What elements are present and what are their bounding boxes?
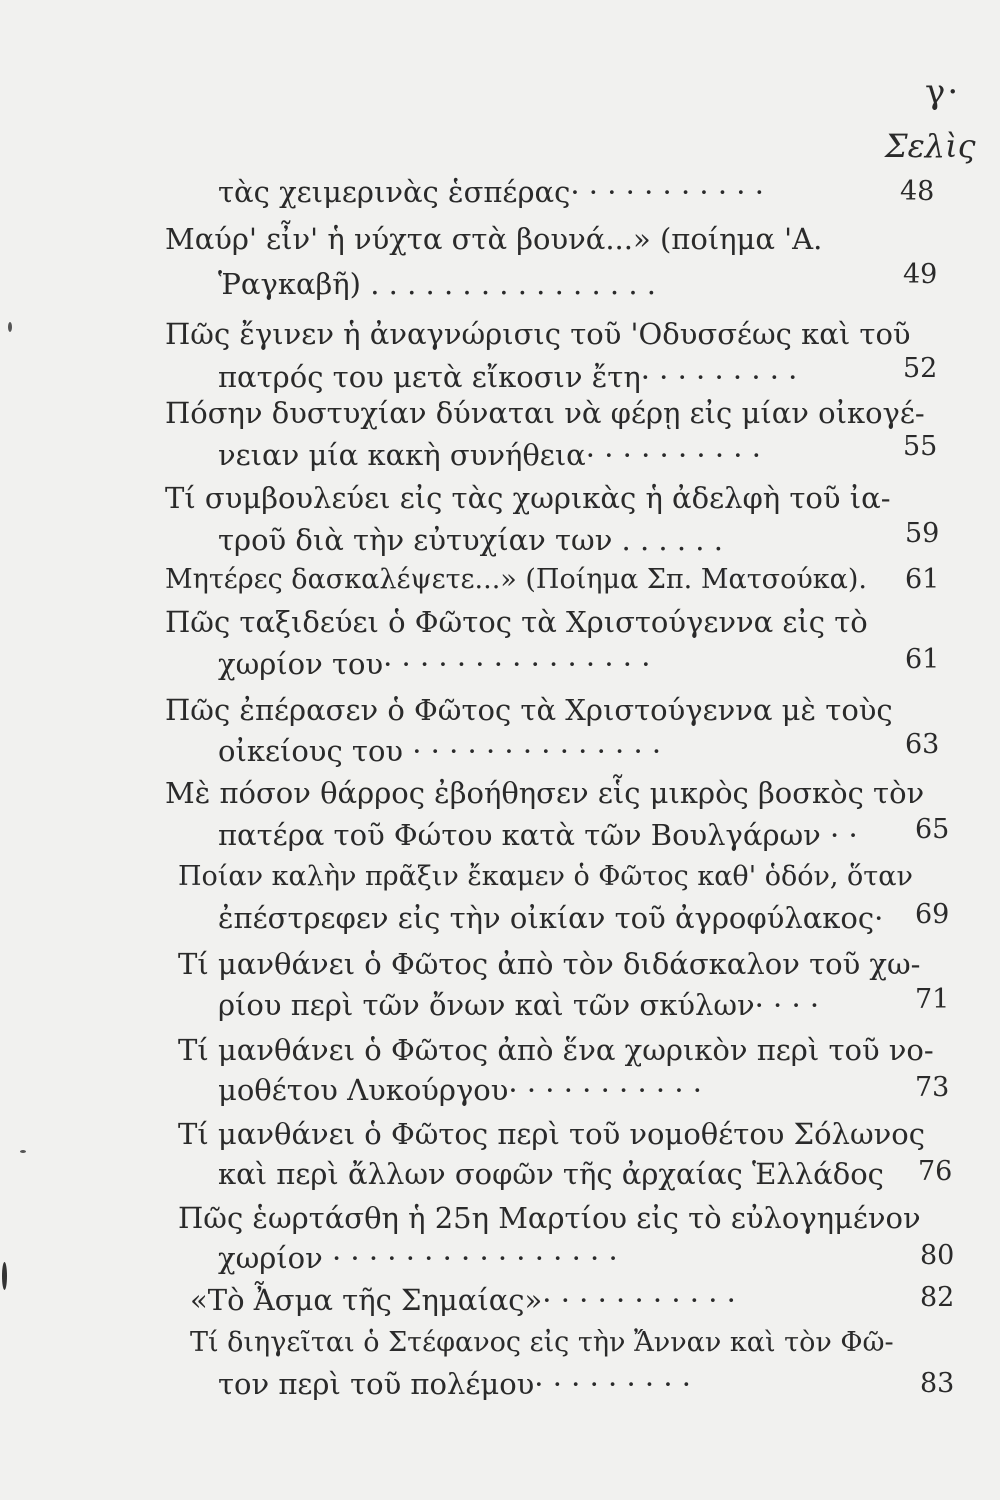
toc-entry-page: 69	[915, 899, 950, 930]
toc-entry-page: 49	[903, 259, 938, 290]
toc-entry-title-line: τὰς χειμερινὰς ἑσπέρας· · · · · · · · · · ·	[218, 175, 764, 209]
toc-entry-title-line: «Τὸ Ἆσμα τῆς Σημαίας»· · · · · · · · · · ·	[190, 1283, 736, 1317]
toc-entry-title-line: Ῥαγκαβῆ) . . . . . . . . . . . . . . . .	[218, 267, 656, 301]
toc-entry-page: 73	[915, 1072, 950, 1103]
toc-entry-title-line: Πῶς ἔγινεν ἡ ἀναγνώρισις τοῦ 'Οδυσσέως καὶ τοῦ	[165, 317, 911, 351]
toc-entry-title-line: Τί διηγεῖται ὁ Στέφανος εἰς τὴν Ἄνναν καὶ τὸν Φῶ-	[190, 1327, 894, 1358]
toc-entry-page: 82	[920, 1282, 955, 1313]
toc-entry-title-line: ρίου περὶ τῶν ὄνων καὶ τῶν σκύλων· · · ·	[218, 988, 820, 1022]
toc-entry-title-line: νειαν μία κακὴ συνήθεια· · · · · · · · · ·	[218, 438, 761, 472]
toc-entry-page: 71	[915, 984, 950, 1015]
toc-entry-page: 63	[905, 729, 940, 760]
toc-entry-title-line: πατέρα τοῦ Φώτου κατὰ τῶν Βουλγάρων · ·	[218, 818, 858, 852]
toc-entry-page: 61	[905, 564, 940, 595]
toc-entry-title-line: Τί μανθάνει ὁ Φῶτος ἀπὸ ἕνα χωρικὸν περὶ τοῦ νο-	[178, 1033, 934, 1067]
toc-entry-page: 65	[915, 814, 950, 845]
toc-entry-title-line: Πῶς ταξιδεύει ὁ Φῶτος τὰ Χριστούγεννα εἰς τὸ	[165, 605, 868, 639]
toc-entry-title-line: τροῦ διὰ τὴν εὐτυχίαν των . . . . . .	[218, 523, 723, 557]
toc-entry-title-line: Μὲ πόσον θάρρος ἐβοήθησεν εἷς μικρὸς βοσκὸς τὸν	[165, 776, 925, 810]
page-column-header: Σελὶς	[885, 127, 976, 165]
toc-entry-title-line: τον περὶ τοῦ πολέμου· · · · · · · · ·	[218, 1367, 691, 1401]
toc-entry-title-line: καὶ περὶ ἄλλων σοφῶν τῆς ἀρχαίας Ἑλλάδος	[218, 1157, 884, 1191]
toc-entry-page: 55	[903, 431, 938, 462]
toc-entry-title-line: Πόσην δυστυχίαν δύναται νὰ φέρῃ εἰς μίαν οἰκογέ-	[165, 396, 925, 430]
toc-entry-title-line: Τί συμβουλεύει εἰς τὰς χωρικὰς ἡ ἀδελφὴ τοῦ ἰα-	[165, 481, 891, 515]
toc-entry-title-line: Μαύρ' εἶν' ἡ νύχτα στὰ βουνά...» (ποίημα 'Α.	[165, 222, 823, 256]
toc-entry-page: 83	[920, 1368, 955, 1399]
toc-entry-page: 80	[920, 1240, 955, 1271]
scan-speck	[2, 1262, 7, 1290]
toc-entry-title-line: Τί μανθάνει ὁ Φῶτος ἀπὸ τὸν διδάσκαλον τοῦ χω-	[178, 947, 921, 981]
toc-entry-title-line: Πῶς ἐπέρασεν ὁ Φῶτος τὰ Χριστούγεννα μὲ τοὺς	[165, 693, 893, 727]
toc-entry-title-line: Τί μανθάνει ὁ Φῶτος περὶ τοῦ νομοθέτου Σόλωνος	[178, 1117, 925, 1151]
toc-entry-title-line: μοθέτου Λυκούργου· · · · · · · · · · ·	[218, 1073, 702, 1107]
toc-entry-page: 76	[918, 1156, 953, 1187]
toc-entry-page: 52	[903, 353, 938, 384]
toc-entry-page: 61	[905, 644, 940, 675]
toc-entry-title-line: χωρίον του· · · · · · · · · · · · · · ·	[218, 647, 651, 681]
toc-entry-title-line: ἐπέστρεφεν εἰς τὴν οἰκίαν τοῦ ἀγροφύλακος·	[218, 901, 884, 935]
toc-entry-title-line: οἰκείους του · · · · · · · · · · · · · ·	[218, 734, 662, 768]
toc-entry-page: 59	[905, 518, 940, 549]
toc-entry-title-line: πατρός του μετὰ εἴκοσιν ἔτη· · · · · · · · ·	[218, 360, 798, 394]
toc-entry-title-line: Ποίαν καλὴν πρᾶξιν ἔκαμεν ὁ Φῶτος καθ' ὁδόν, ὅταν	[178, 861, 913, 892]
toc-entry-title-line: Μητέρες δασκαλέψετε...» (Ποίημα Σπ. Ματσούκα).	[165, 564, 867, 595]
scan-speck	[8, 322, 12, 332]
page-number: γ·	[925, 72, 961, 112]
scan-speck	[20, 1150, 26, 1153]
toc-entry-title-line: Πῶς ἑωρτάσθη ἡ 25η Μαρτίου εἰς τὸ εὐλογημένον	[178, 1201, 921, 1235]
toc-entry-page: 48	[900, 176, 935, 207]
toc-entry-title-line: χωρίον · · · · · · · · · · · · · · · ·	[218, 1241, 618, 1275]
